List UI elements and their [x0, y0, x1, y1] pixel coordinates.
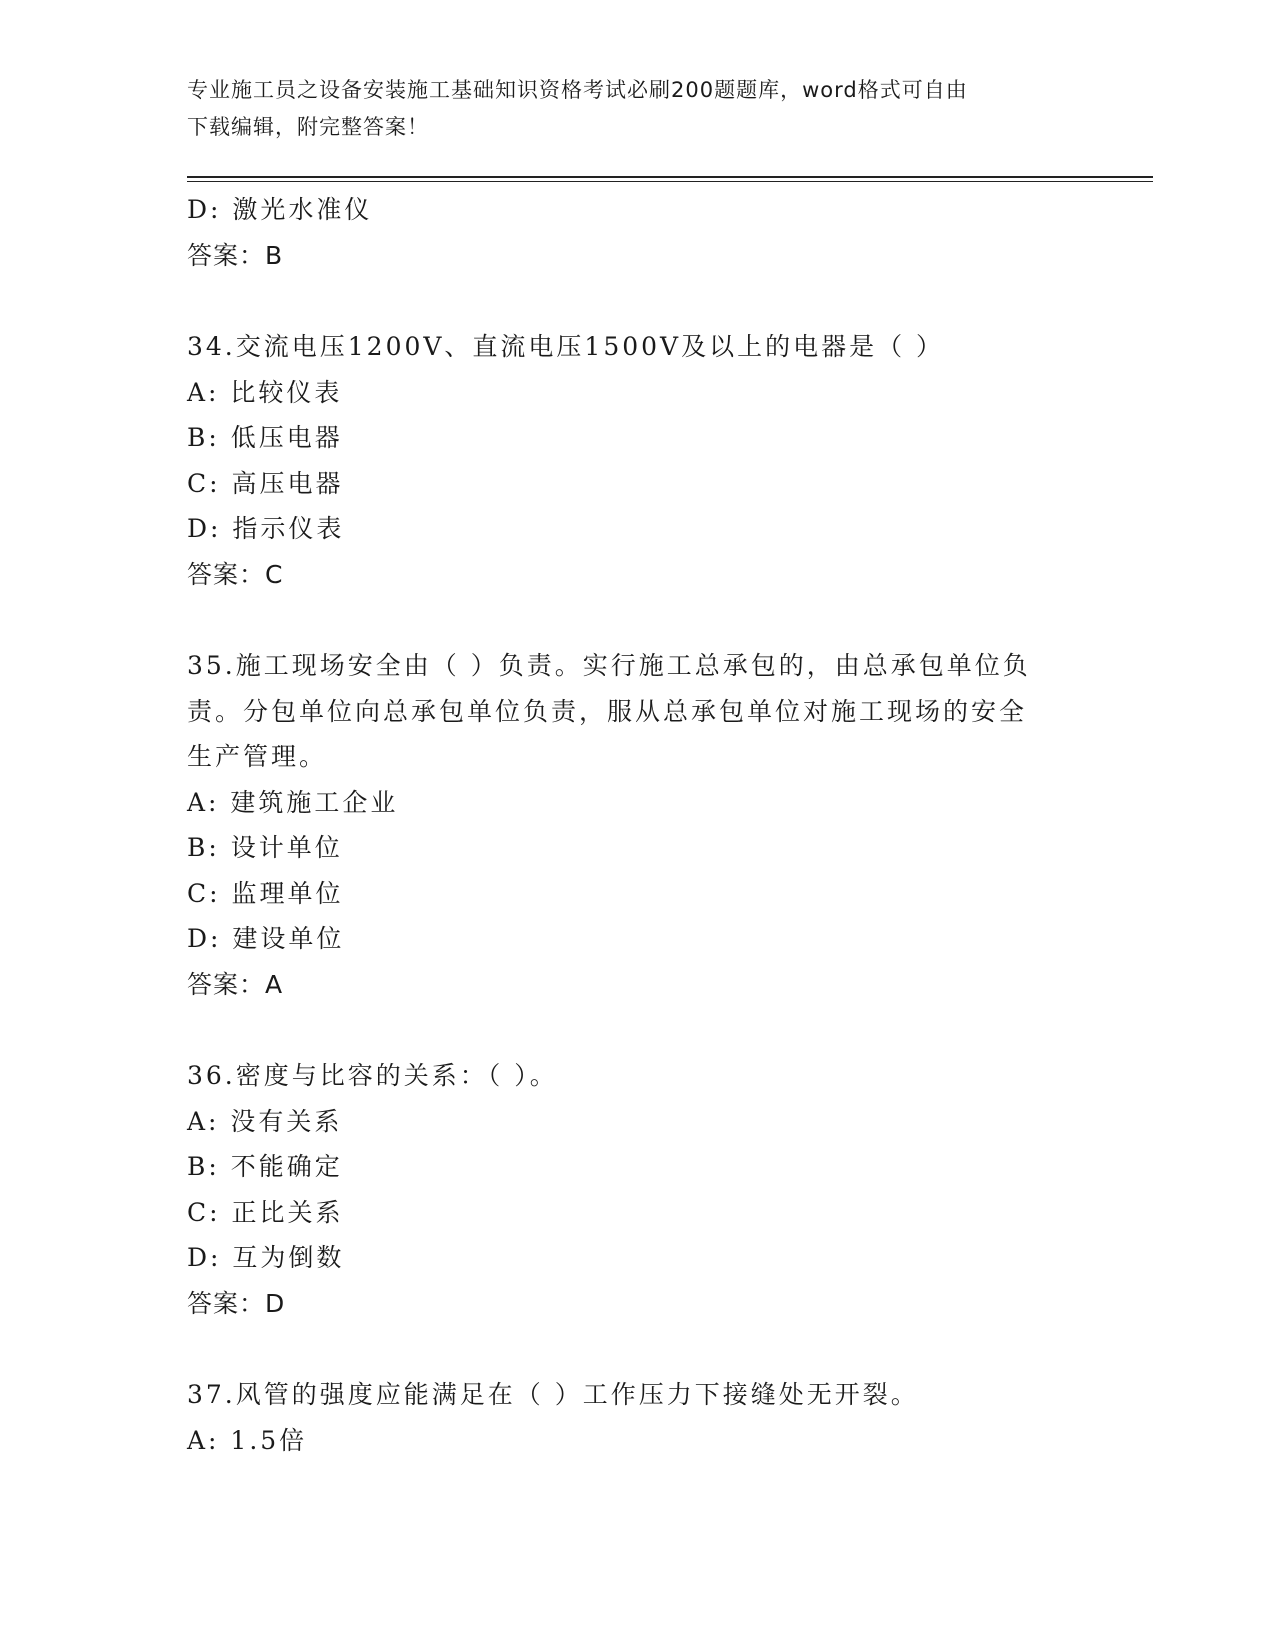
- answer: 答案：D: [187, 1288, 286, 1318]
- header-divider-thin: [187, 181, 1153, 182]
- carryover-option-d: D: 激光水准仪: [187, 195, 373, 224]
- spacer: [187, 1007, 1067, 1053]
- question-stem: 36.密度与比容的关系：（ ）。: [187, 1061, 558, 1090]
- question-36: [187, 1053, 1067, 1326]
- answer: 答案：A: [187, 969, 284, 999]
- spacer: [187, 278, 1067, 324]
- question-stem: 35.施工现场安全由（ ）负责。实行施工总承包的，由总承包单位负: [187, 651, 1031, 680]
- option-a: A: 没有关系: [187, 1106, 343, 1136]
- option-b: B: 低压电器: [187, 423, 343, 452]
- option-c: C: 监理单位: [187, 878, 344, 908]
- answer: 答案：C: [187, 559, 284, 589]
- option-c: C: 高压电器: [187, 468, 344, 498]
- option-d: D: 指示仪表: [187, 514, 345, 543]
- spacer: [187, 597, 1067, 643]
- option-a: A: 比较仪表: [187, 377, 343, 407]
- header-divider-thick: [187, 176, 1153, 178]
- spacer: [187, 1326, 1067, 1372]
- header-title-line-1: 专业施工员之设备安装施工基础知识资格考试必刷200题题库，word格式可自由: [187, 78, 968, 102]
- option-a: A: 1.5倍: [187, 1425, 308, 1455]
- question-stem: 生产管理。: [187, 742, 328, 771]
- document-header: [187, 72, 1067, 146]
- question-stem: 责。分包单位向总承包单位负责，服从总承包单位对施工现场的安全: [187, 696, 1028, 726]
- question-34: [187, 324, 1067, 597]
- question-stem: 37.风管的强度应能满足在（ ）工作压力下接缝处无开裂。: [187, 1380, 919, 1409]
- option-d: D: 建设单位: [187, 924, 345, 953]
- option-a: A: 建筑施工企业: [187, 787, 399, 817]
- option-c: C: 正比关系: [187, 1197, 344, 1227]
- question-37: [187, 1372, 1067, 1463]
- question-35: [187, 643, 1067, 1007]
- option-b: B: 设计单位: [187, 833, 343, 862]
- option-d: D: 互为倒数: [187, 1243, 345, 1272]
- header-title-line-2: 下载编辑，附完整答案！: [187, 115, 429, 139]
- question-list: [187, 187, 1067, 1463]
- question-stem: 34.交流电压1200V、直流电压1500V及以上的电器是（ ）: [187, 332, 945, 361]
- carryover-answer: 答案：B: [187, 240, 284, 270]
- option-b: B: 不能确定: [187, 1152, 343, 1181]
